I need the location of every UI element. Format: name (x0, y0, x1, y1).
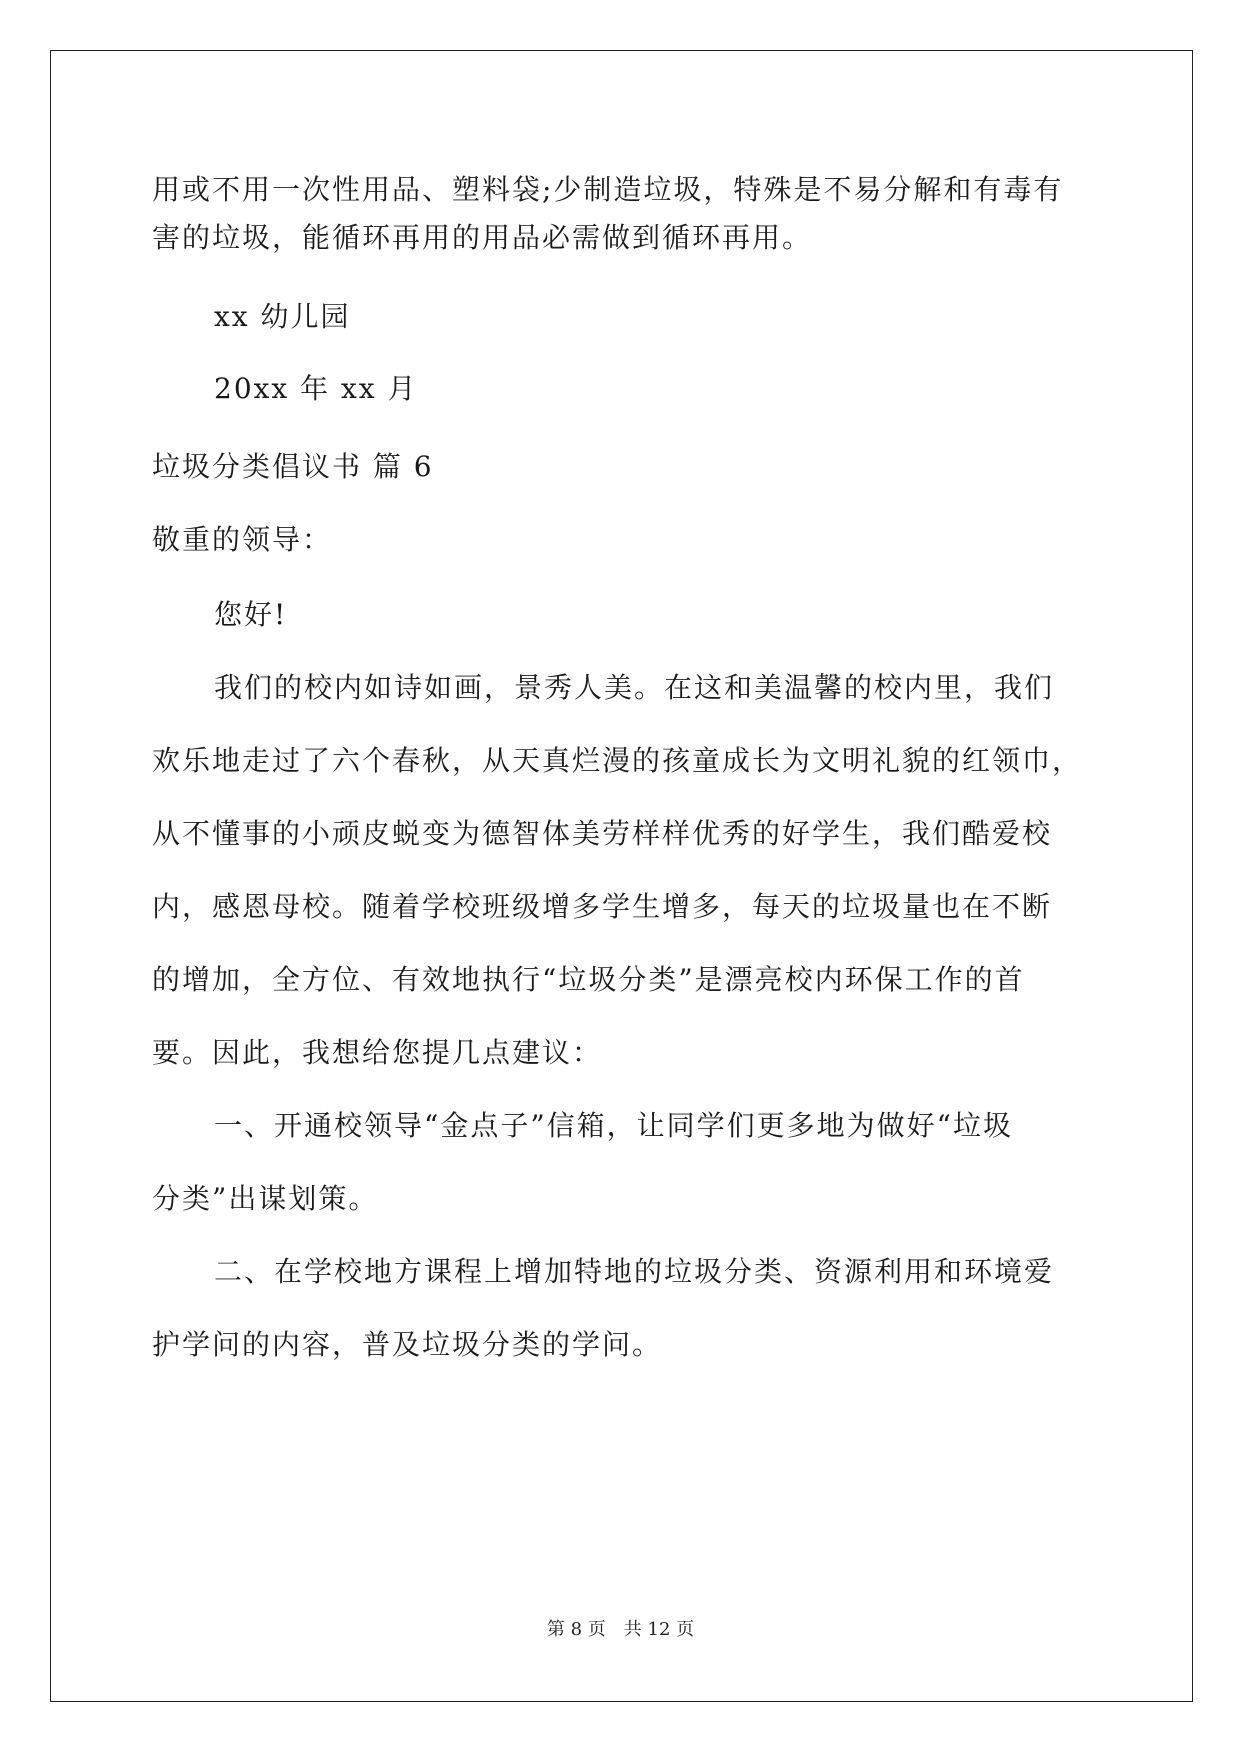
text-line: 要。因此，我想给您提几点建议： (152, 1036, 603, 1069)
greeting: 您好! (214, 598, 288, 631)
text-line: 内，感恩母校。随着学校班级增多学生增多，每天的垃圾量也在不断 (152, 890, 1053, 923)
section-title: 垃圾分类倡议书 篇 6 (152, 450, 434, 483)
text-line: 护学问的内容，普及垃圾分类的学问。 (152, 1328, 663, 1361)
text-line: 一、开通校领导“金点子”信箱，让同学们更多地为做好“垃圾 (214, 1109, 1013, 1142)
text-line: 的增加，全方位、有效地执行“垃圾分类”是漂亮校内环保工作的首 (152, 963, 1025, 996)
text-line: 用或不用一次性用品、塑料袋;少制造垃圾，特殊是不易分解和有毒有 (152, 173, 1064, 206)
text-line: 害的垃圾，能循环再用的用品必需做到循环再用。 (152, 221, 813, 254)
text-line: 二、在学校地方课程上增加特地的垃圾分类、资源利用和环境爱 (214, 1255, 1055, 1288)
salutation: 敬重的领导： (152, 523, 333, 556)
text-line: 从不懂事的小顽皮蜕变为德智体美劳样样优秀的好学生，我们酷爱校 (152, 817, 1053, 850)
text-line: 欢乐地走过了六个春秋，从天真烂漫的孩童成长为文明礼貌的红领巾， (152, 744, 1083, 777)
text-line: 我们的校内如诗如画，景秀人美。在这和美温馨的校内里，我们 (214, 671, 1055, 704)
signature-date: 20xx 年 xx 月 (214, 372, 418, 405)
text-line: 分类”出谋划策。 (152, 1182, 379, 1215)
page-number: 第 8 页 (546, 1619, 606, 1640)
signature-org: xx 幼儿园 (214, 300, 351, 333)
page-total: 共 12 页 (623, 1619, 695, 1640)
page-footer (0, 1618, 1241, 1642)
